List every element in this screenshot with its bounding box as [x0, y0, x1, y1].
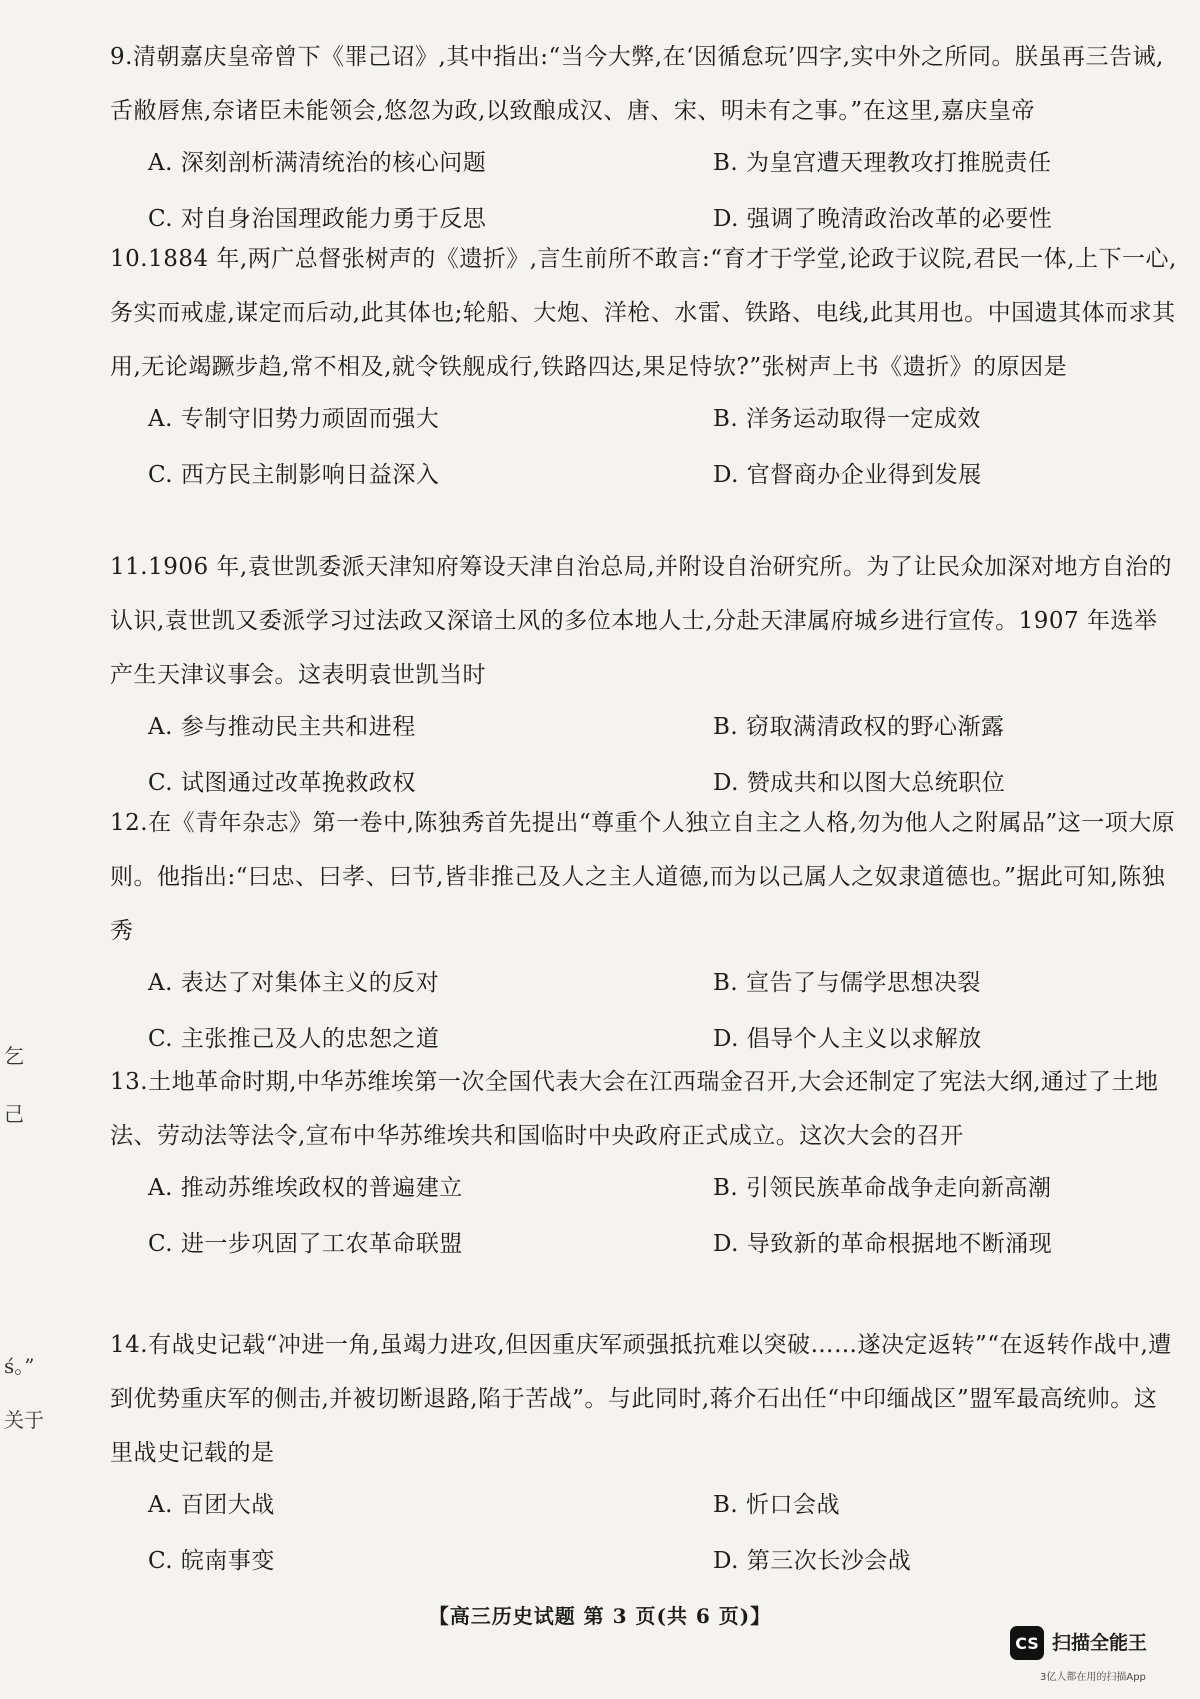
- option-list: [110, 140, 1180, 242]
- option-d[interactable]: D. 导致新的革命根据地不断涌现: [713, 1231, 1053, 1257]
- option-list: [110, 1165, 1180, 1267]
- margin-mark: 乞: [4, 1044, 24, 1068]
- question-stem: 9.清朝嘉庆皇帝曾下《罪己诏》,其中指出:“当今大弊,在‘因循怠玩’四字,实中外之所同。朕虽再三告诫,舌敝唇焦,奈诸臣未能领会,悠忽为政,以致酿成汉、唐、宋、明未有之事。”在这里,嘉庆皇帝: [110, 44, 1164, 124]
- option-a[interactable]: A. 表达了对集体主义的反对: [148, 970, 440, 996]
- option-d[interactable]: D. 强调了晚清政治改革的必要性: [713, 206, 1053, 232]
- margin-mark: 关于: [4, 1408, 44, 1432]
- option-list: [110, 1482, 1180, 1584]
- option-d[interactable]: D. 官督商办企业得到发展: [713, 462, 982, 488]
- question-13: [110, 1055, 1180, 1267]
- option-a[interactable]: A. 专制守旧势力顽固而强大: [148, 406, 440, 432]
- option-c[interactable]: C. 进一步巩固了工农革命联盟: [148, 1231, 463, 1257]
- scanner-app-name: 扫描全能王: [1052, 1632, 1148, 1654]
- option-c[interactable]: C. 试图通过改革挽救政权: [148, 770, 416, 796]
- question-9: [110, 30, 1180, 242]
- option-b[interactable]: B. 为皇宫遭天理教攻打推脱责任: [713, 150, 1052, 176]
- scanner-watermark: [1010, 1624, 1190, 1694]
- option-d[interactable]: D. 第三次长沙会战: [713, 1548, 912, 1574]
- question-14: [110, 1318, 1180, 1584]
- page-footer: 【高三历史试题 第 3 页(共 6 页)】: [428, 1604, 772, 1628]
- margin-mark: 己: [4, 1102, 24, 1126]
- option-d[interactable]: D. 倡导个人主义以求解放: [713, 1026, 982, 1052]
- option-a[interactable]: A. 百团大战: [148, 1492, 275, 1518]
- question-stem: 12.在《青年杂志》第一卷中,陈独秀首先提出“尊重个人独立自主之人格,勿为他人之附属品”这一项大原则。他指出:“曰忠、曰孝、曰节,皆非推己及人之主人道德,而为以己属人之奴隶道德也。”据此可知,陈独秀: [110, 810, 1176, 944]
- option-b[interactable]: B. 忻口会战: [713, 1492, 841, 1518]
- option-c[interactable]: C. 皖南事变: [148, 1548, 275, 1574]
- scanner-tagline: 3亿人都在用的扫描App: [1040, 1672, 1146, 1683]
- question-stem: 13.土地革命时期,中华苏维埃第一次全国代表大会在江西瑞金召开,大会还制定了宪法大纲,通过了土地法、劳动法等法令,宣布中华苏维埃共和国临时中央政府正式成立。这次大会的召开: [110, 1069, 1159, 1149]
- question-11: [110, 540, 1180, 806]
- question-12: [110, 796, 1180, 1062]
- option-c[interactable]: C. 主张推己及人的忠恕之道: [148, 1026, 440, 1052]
- option-list: [110, 960, 1180, 1062]
- question-stem: 11.1906 年,袁世凯委派天津知府筹设天津自治总局,并附设自治研究所。为了让民众加深对地方自治的认识,袁世凯又委派学习过法政又深谙土风的多位本地人士,分赴天津属府城乡进行宣传。1907 年选举产生天津议事会。这表明袁世凯当时: [110, 554, 1173, 688]
- margin-mark: ś。”: [4, 1354, 35, 1378]
- option-a[interactable]: A. 参与推动民主共和进程: [148, 714, 416, 740]
- option-b[interactable]: B. 窃取满清政权的野心渐露: [713, 714, 1005, 740]
- question-stem: 10.1884 年,两广总督张树声的《遗折》,言生前所不敢言:“育才于学堂,论政于议院,君民一体,上下一心,务实而戒虚,谋定而后动,此其体也;轮船、大炮、洋枪、水雷、铁路、电线,此其用也。中国遗其体而求其用,无论竭蹶步趋,常不相及,就令铁舰成行,铁路四达,果足恃欤?”张树声上书《遗折》的原因是: [110, 246, 1177, 380]
- option-b[interactable]: B. 洋务运动取得一定成效: [713, 406, 982, 432]
- option-b[interactable]: B. 引领民族革命战争走向新高潮: [713, 1175, 1052, 1201]
- question-10: [110, 232, 1180, 498]
- option-b[interactable]: B. 宣告了与儒学思想决裂: [713, 970, 982, 996]
- option-a[interactable]: A. 推动苏维埃政权的普遍建立: [148, 1175, 463, 1201]
- camscanner-logo-icon: CS: [1010, 1626, 1044, 1660]
- option-list: [110, 704, 1180, 806]
- option-c[interactable]: C. 西方民主制影响日益深入: [148, 462, 440, 488]
- option-a[interactable]: A. 深刻剖析满清统治的核心问题: [148, 150, 487, 176]
- option-c[interactable]: C. 对自身治国理政能力勇于反思: [148, 206, 487, 232]
- option-d[interactable]: D. 赞成共和以图大总统职位: [713, 770, 1006, 796]
- option-list: [110, 396, 1180, 498]
- question-stem: 14.有战史记载“冲进一角,虽竭力进攻,但因重庆军顽强抵抗难以突破……遂决定返转”“在返转作战中,遭到优势重庆军的侧击,并被切断退路,陷于苦战”。与此同时,蒋介石出任“中印缅战区”盟军最高统帅。这里战史记载的是: [110, 1332, 1172, 1466]
